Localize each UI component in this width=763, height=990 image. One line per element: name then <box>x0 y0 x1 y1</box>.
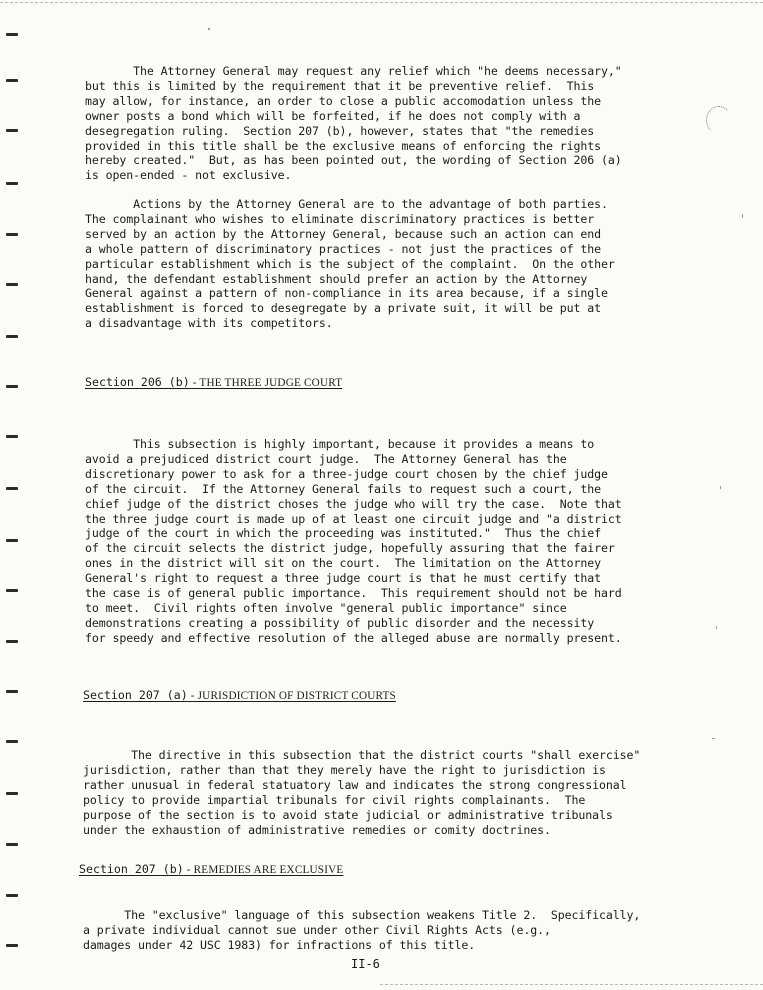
paragraph-remedies: The "exclusive" language of this subsection weakens Title 2. Specifically, a private individual cannot sue under other Civil Rights Acts (e.g., damages under 42 USC 1983) for infractions of this title. <box>83 908 641 952</box>
section-heading-207b: Section 207 (b) - REMEDIES ARE EXCLUSIVE <box>79 862 344 876</box>
page-number: II-6 <box>351 957 380 971</box>
paragraph-jurisdiction: The directive in this subsection that the district courts "shall exercise" jurisdiction, rather than that they merely have the right to jurisdiction is rather unusual in federal statuatory law and indicates the strong congressional policy to provide impartial tribunals for civil rights complainants. The purpose of the section is to avoid state judicial or administrative tribunals under the exhaustion of administrative remedies or comity doctrines. <box>83 748 641 837</box>
margin-tick <box>6 385 18 388</box>
margin-tick <box>6 740 18 743</box>
scan-speck <box>712 738 715 739</box>
margin-tick <box>6 539 18 542</box>
margin-tick <box>6 283 18 286</box>
margin-tick <box>6 33 18 36</box>
scan-speck <box>716 626 717 629</box>
margin-tick <box>6 182 18 185</box>
scan-bottom-border <box>380 984 763 985</box>
section-heading-207a: Section 207 (a) - JURISDICTION OF DISTRICT COURTS <box>83 688 396 702</box>
paragraph-three-judge-court: This subsection is highly important, because it provides a means to avoid a prejudiced district court judge. The Attorney General has the discretionary power to ask for a three-judge court chosen by the chief judge of the circuit. If the Attorney General fails to request such a court, the chief judge of the district choses the judge who will try the case. Note that the three judge court is made up of at least one circuit judge and "a district judge of the court in which the proceeding was instituted." Thus the chief of the circuit selects the district judge, hopefully assuring that the fairer ones in the district will sit on the court. The limitation on the Attorney General's right to request a three judge court is that he must certify that the case is of general public importance. This requirement should not be hard to meet. Civil rights often involve "general public importance" since demonstrations creating a possibility of public disorder and the necessity for speedy and effective resolution of the alleged abuse are normally present. <box>85 437 622 645</box>
scan-speck <box>208 28 210 30</box>
section-heading-206b: Section 206 (b) - THE THREE JUDGE COURT <box>85 375 343 389</box>
margin-tick <box>6 792 18 795</box>
margin-tick <box>6 79 18 82</box>
margin-tick <box>6 690 18 693</box>
margin-tick <box>6 589 18 592</box>
margin-tick <box>6 435 18 438</box>
paragraph-advantage: Actions by the Attorney General are to the advantage of both parties. The complainant who wishes to eliminate discriminatory practices is better served by an action by the Attorney General, because such an action can end a whole pattern of discriminatory practices - not just the practices of the particular establishment which is the subject of the complaint. On the other hand, the defendant establishment should prefer an action by the Attorney General against a pattern of non-compliance in its area because, if a single establishment is forced to desegregate by a private suit, it will be put at a disadvantage with its competitors. <box>85 197 615 331</box>
margin-tick <box>6 894 18 897</box>
scan-top-border <box>0 2 763 3</box>
margin-tick <box>6 944 18 947</box>
margin-tick <box>6 335 18 338</box>
margin-mark <box>706 106 732 134</box>
margin-tick <box>6 487 18 490</box>
margin-tick <box>6 129 18 132</box>
margin-tick <box>6 843 18 846</box>
paragraph-relief: The Attorney General may request any relief which "he deems necessary," but this is limited by the requirement that it be preventive relief. This may allow, for instance, an order to close a public accomodation unless the owner posts a bond which will be forfeited, if he does not comply with a desegregation ruling. Section 207 (b), however, states that "the remedies provided in this title shall be the exclusive means of enforcing the rights hereby created." But, as has been pointed out, the wording of Section 206 (a) is open-ended - not exclusive. <box>85 64 622 183</box>
margin-tick <box>6 640 18 643</box>
scan-speck <box>742 214 743 218</box>
scan-speck <box>720 486 721 489</box>
margin-tick <box>6 233 18 236</box>
